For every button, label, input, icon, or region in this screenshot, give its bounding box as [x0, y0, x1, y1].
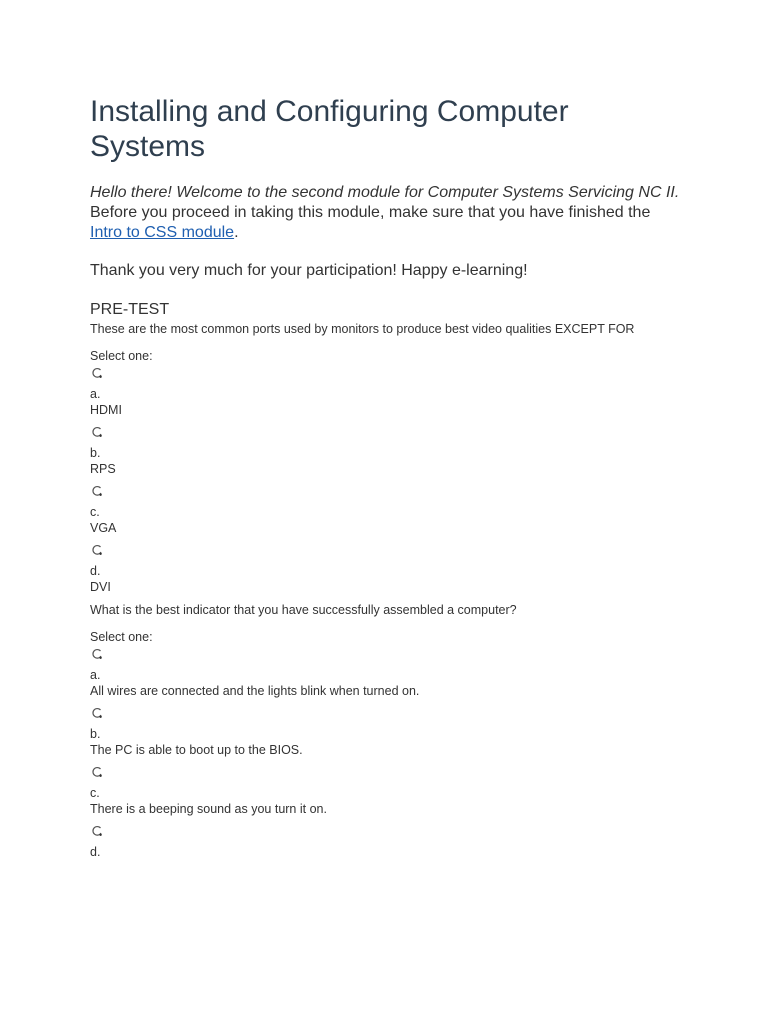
welcome-text: Hello there! Welcome to the second module for Computer Systems Servicing NC II.	[90, 184, 680, 201]
option-label: DVI	[90, 580, 111, 594]
module-content	[90, 94, 680, 860]
radio-button-icon[interactable]	[91, 544, 103, 556]
radio-button-icon[interactable]	[91, 367, 103, 379]
radio-button-icon[interactable]	[91, 707, 103, 719]
question-2-text: What is the best indicator that you have successfully assembled a computer?	[90, 603, 517, 617]
question-2-option-b	[90, 707, 680, 758]
pretest-heading: PRE-TEST	[90, 301, 170, 318]
question-1-option-b	[90, 426, 680, 477]
question-2-select-label: Select one:	[90, 630, 153, 644]
question-1-select-label: Select one:	[90, 349, 153, 363]
radio-button-icon[interactable]	[91, 485, 103, 497]
option-letter: d.	[90, 845, 101, 859]
question-1	[90, 322, 680, 595]
question-1-option-c	[90, 485, 680, 536]
question-1-option-d	[90, 544, 680, 595]
intro-to-css-link[interactable]: Intro to CSS module	[90, 224, 235, 241]
radio-button-icon[interactable]	[91, 426, 103, 438]
option-letter: b.	[90, 727, 101, 741]
prerequisite-text	[90, 203, 680, 243]
radio-button-icon[interactable]	[91, 766, 103, 778]
option-label: HDMI	[90, 403, 122, 417]
radio-button-icon[interactable]	[91, 648, 103, 660]
option-label: RPS	[90, 462, 116, 476]
prerequisite-after: .	[234, 224, 239, 241]
option-label: There is a beeping sound as you turn it on.	[90, 802, 327, 816]
option-letter: c.	[90, 505, 100, 519]
option-label: All wires are connected and the lights blink when turned on.	[90, 684, 420, 698]
question-2-option-a	[90, 648, 680, 699]
question-1-text: These are the most common ports used by monitors to produce best video qualities EXCEPT FOR	[90, 322, 635, 336]
option-letter: a.	[90, 387, 101, 401]
question-2	[90, 603, 680, 860]
option-letter: c.	[90, 786, 100, 800]
option-label: The PC is able to boot up to the BIOS.	[90, 743, 303, 757]
question-2-option-d	[90, 825, 680, 860]
page-title: Installing and Configuring Computer Systems	[90, 95, 569, 163]
option-label: VGA	[90, 521, 117, 535]
prerequisite-before: Before you proceed in taking this module, make sure that you have finished the	[90, 204, 651, 221]
question-1-option-a	[90, 367, 680, 418]
option-letter: b.	[90, 446, 101, 460]
question-2-option-c	[90, 766, 680, 817]
option-letter: a.	[90, 668, 101, 682]
thanks-text: Thank you very much for your participation! Happy e-learning!	[90, 262, 528, 279]
option-letter: d.	[90, 564, 101, 578]
radio-button-icon[interactable]	[91, 825, 103, 837]
